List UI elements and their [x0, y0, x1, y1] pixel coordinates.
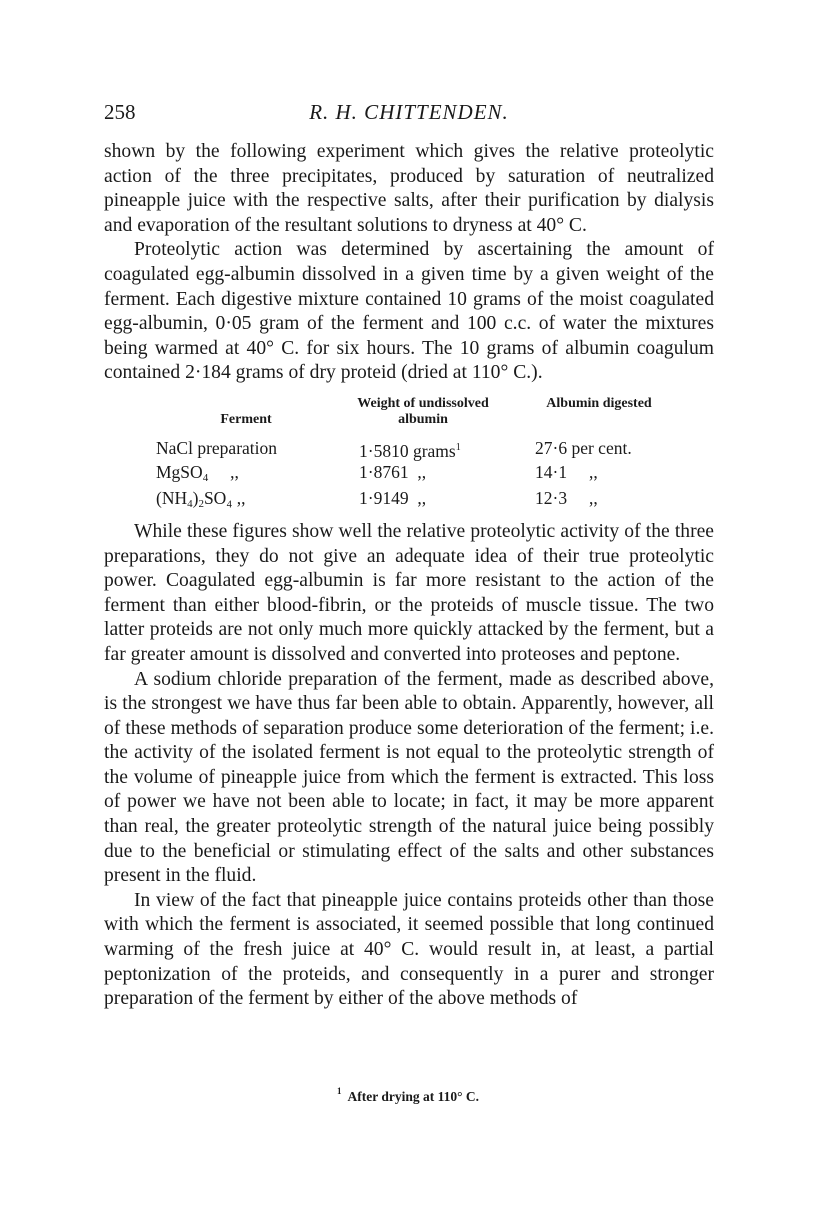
paragraph-1: shown by the following experiment which gives the relative proteolytic action of the three precipitates, produced by saturation of neutralized pineapple juice with the respective salts, after their purification by dialysis and evaporation of the resultant solutions to dryness at 40° C. [104, 141, 714, 236]
table-row-3-weight: 1·9149 ,, [359, 487, 427, 508]
table-row-3-digested: 12·3 ,, [535, 487, 598, 508]
paragraph-2: Proteolytic action was determined by ascertaining the amount of coagulated egg-albumin dissolved in a given time by a given weight of the ferment. Each digestive mixture contained 10 grams of the moist coagulated egg-albumin, 0·05 gram of the ferment and 100 c.c. of water the mixtures being warmed at 40° C. for six hours. The 10 grams of albumin coagulum contained 2·184 grams of dry proteid (dried at 110° C.). [104, 239, 714, 384]
table-row-1-ferment: NaCl preparation [156, 437, 278, 458]
footnote-text: After drying at 110° C. [347, 1089, 479, 1104]
table-row-1-weight: 1·5810 grams$^1$ [359, 440, 461, 461]
page-header [104, 100, 714, 132]
header-digested: Albumin digested [546, 395, 652, 411]
paragraph-3: While these figures show well the relative proteolytic activity of the three preparations, they do not give an adequate idea of their true proteolytic power. Coagulated egg-albumin is far more resistant to the action of the ferment than either blood-fibrin, or the proteids of muscle tissue. The two latter proteids are not only much more quickly attacked by the ferment, but a far greater amount is dissolved and converted into proteoses and peptone. [104, 520, 714, 665]
table-row-2-ferment: MgSO$_4$ ,, [156, 461, 239, 484]
page-number: 258 [104, 100, 136, 124]
table-row-2-digested: 14·1 ,, [535, 461, 598, 482]
results-table [104, 396, 714, 514]
header-weight: Weight of undissolved albumin [357, 395, 489, 427]
table-row-1-digested: 27·6 per cent. [535, 437, 632, 458]
body-text [104, 140, 714, 1012]
footnote [0, 1086, 816, 1105]
table-row-2-weight: 1·8761 ,, [359, 461, 427, 482]
running-head: R. H. CHITTENDEN. [309, 100, 509, 124]
paragraph-4: A sodium chloride preparation of the ferment, made as described above, is the strongest we have thus far been able to obtain. Apparently, however, all of these methods of separation produce some deterioration of the ferment; i.e. the activity of the isolated ferment is not equal to the proteolytic strength of the volume of pineapple juice from which the ferment is extracted. This loss of power we have not been able to locate; in fact, it may be more apparent than real, the greater proteolytic strength of the natural juice being possibly due to the beneficial or stimulating effect of the salts and other substances present in the fluid. [104, 668, 714, 887]
table-row-3-ferment: $(NH_4)_2SO_4$ ,, [156, 487, 246, 510]
header-ferment: Ferment [220, 411, 272, 427]
footnote-mark: 1 [336, 1086, 342, 1096]
paragraph-5: In view of the fact that pineapple juice contains proteids other than those with which the ferment is associated, it seemed possible that long continued warming of the fresh juice at 40° C. would result in, at least, a partial peptonization of the proteids, and consequently in a purer and stronger preparation of the ferment by either of the above methods of [104, 889, 714, 1010]
